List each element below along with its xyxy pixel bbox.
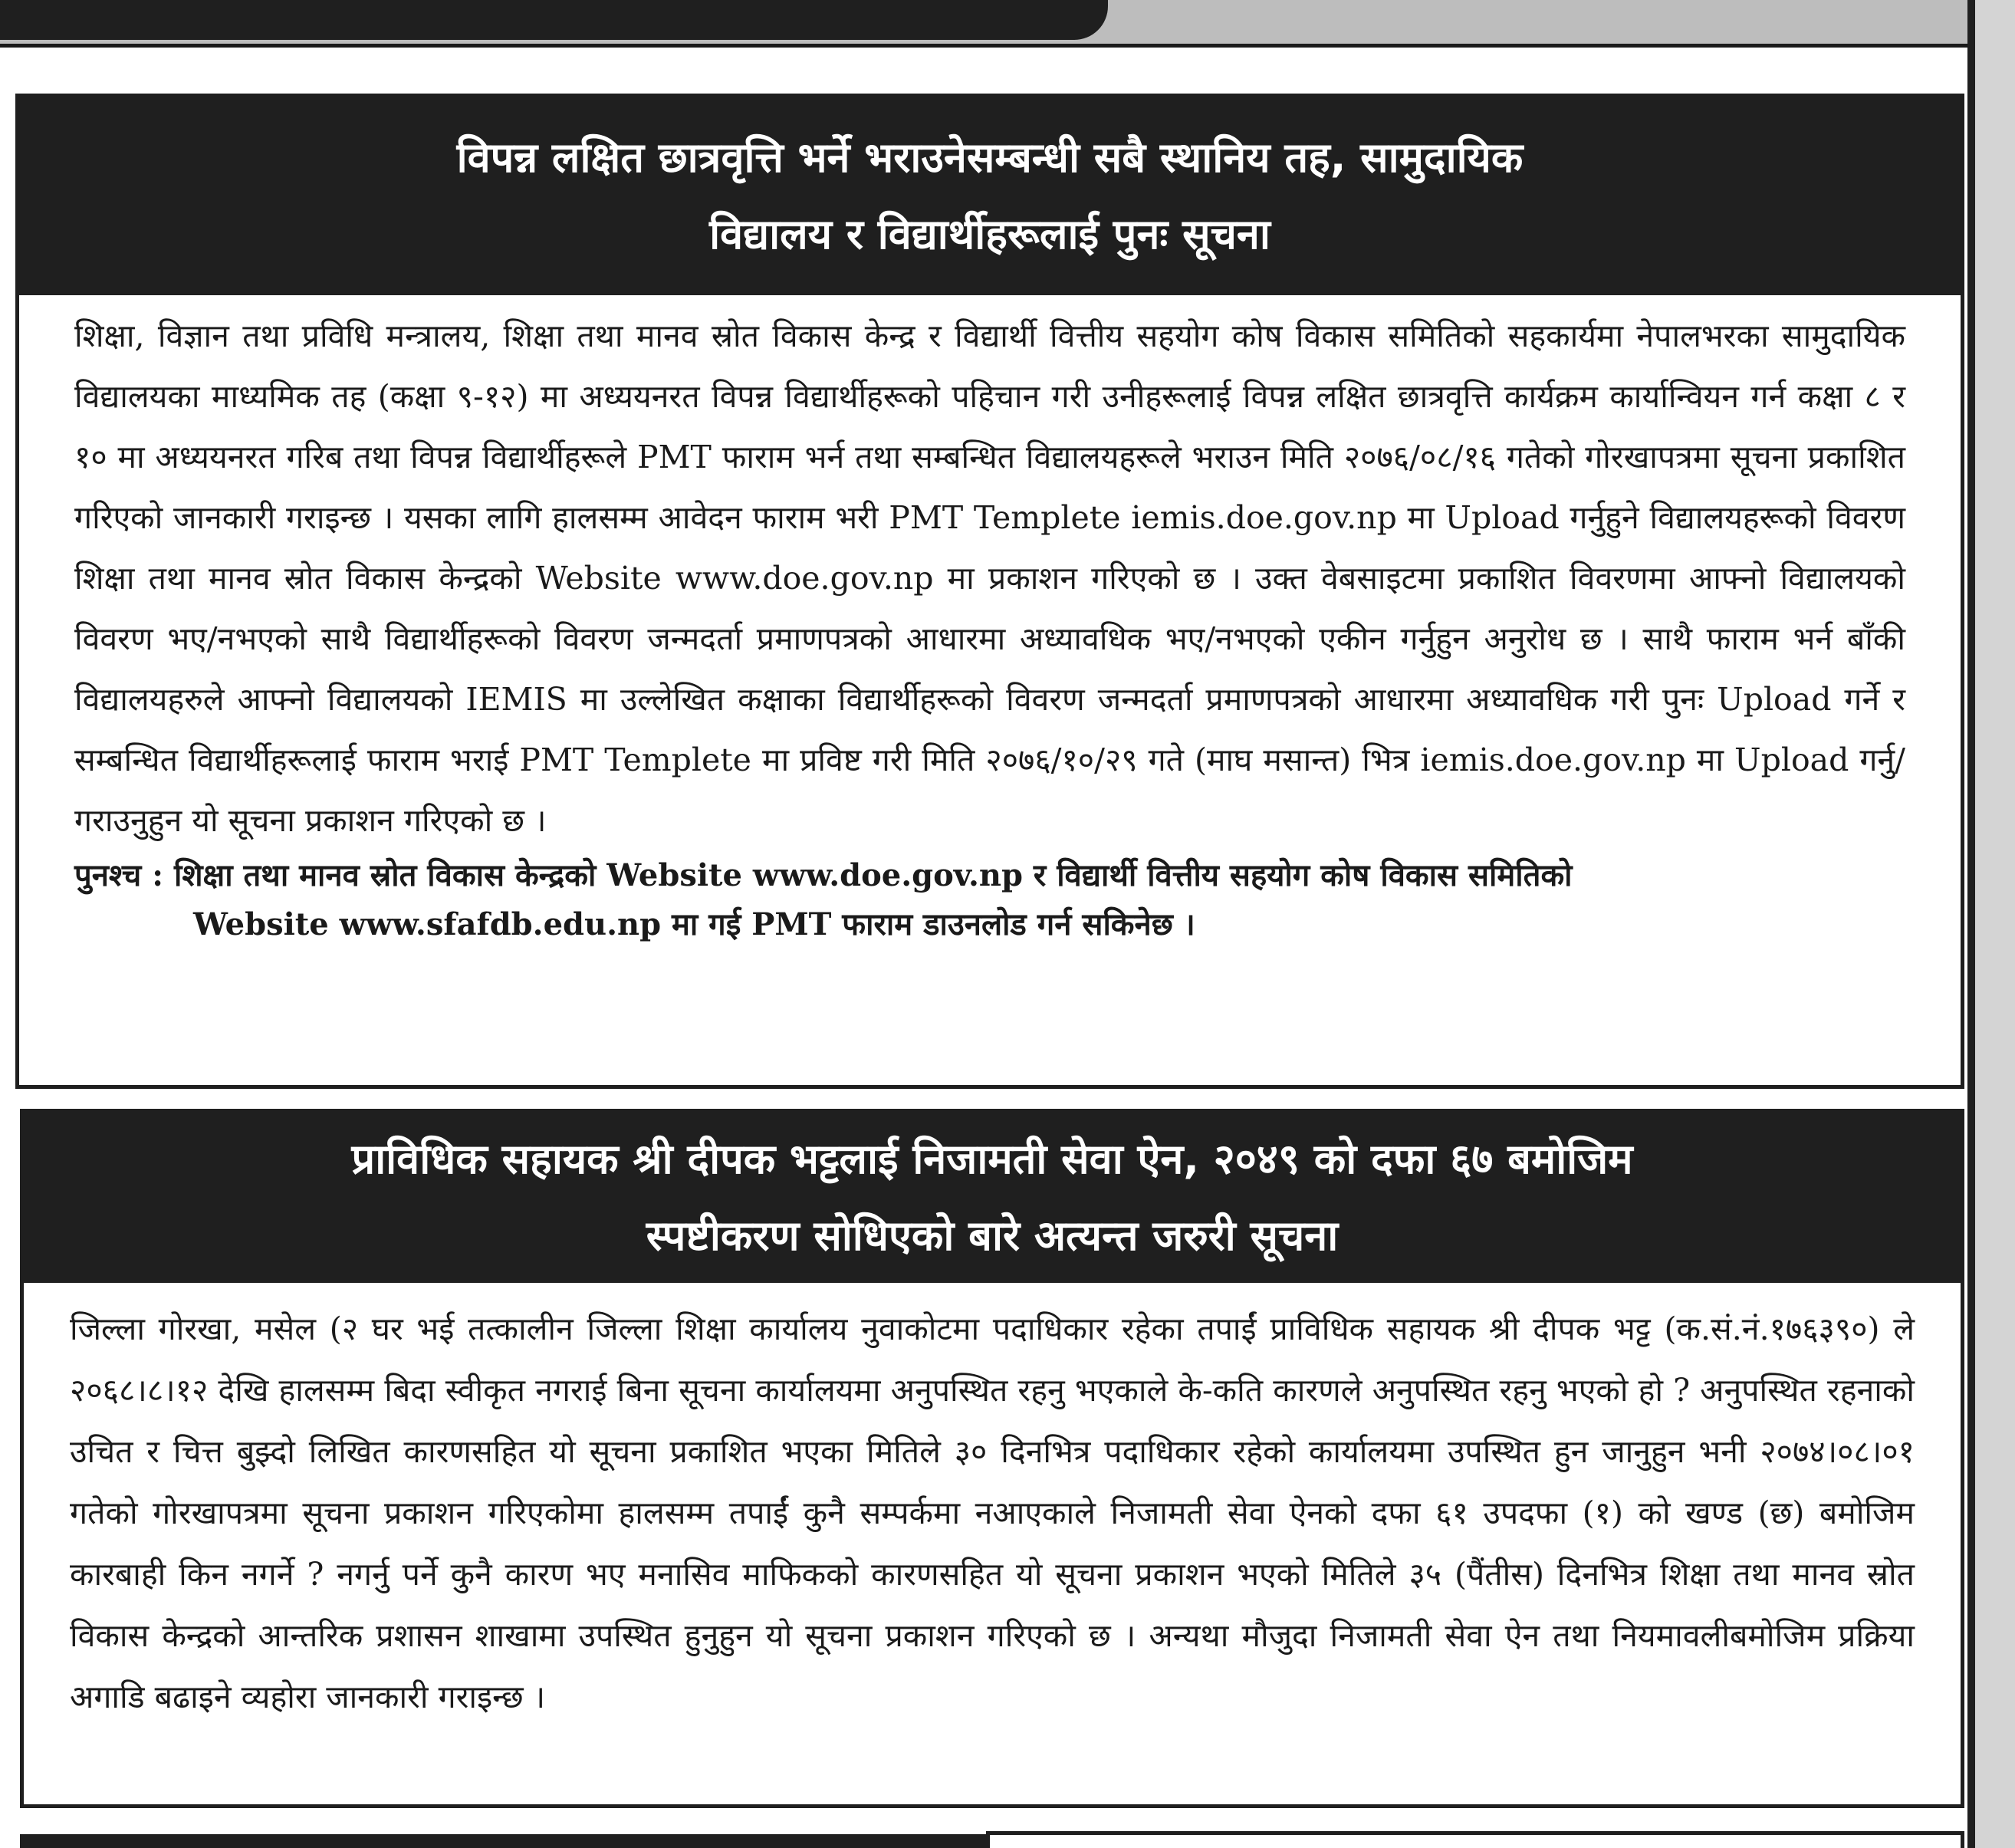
notice-scholarship-title <box>19 97 1961 295</box>
notice-scholarship-postscript <box>74 851 1905 949</box>
notice-clarification-body <box>24 1283 1961 1728</box>
notice-scholarship-title-line1: विपन्न लक्षित छात्रवृत्ति भर्ने भराउनेसम्बन्धी सबै स्थानिय तह, सामुदायिक <box>456 133 1524 182</box>
next-notice-box <box>986 1831 1964 1848</box>
top-header-tab <box>0 0 1108 40</box>
notice-scholarship-paragraph: शिक्षा, विज्ञान तथा प्रविधि मन्त्रालय, शिक्षा तथा मानव स्रोत विकास केन्द्र र विद्यार्थी वित्तीय सहयोग कोष विकास समितिको सहकार्यमा नेपालभरका सामुदायिक विद्यालयका माध्यमिक तह (कक्षा ९-१२) मा अध्ययनरत विपन्न विद्यार्थीहरूको पहिचान गरी उनीहरूलाई विपन्न लक्षित छात्रवृत्ति कार्यक्रम कार्यान्वियन गर्न कक्षा ८ र १० मा अध्ययनरत गरिब तथा विपन्न विद्यार्थीहरूले PMT फाराम भर्न तथा सम्बन्धित विद्यालयहरूले भराउन मिति २०७६/०८/१६ गतेको गोरखापत्रमा सूचना प्रकाशित गरिएको जानकारी गराइन्छ । यसका लागि हालसम्म आवेदन फाराम भरी PMT Templete iemis.doe.gov.np मा Upload गर्नुहुने विद्यालयहरूको विवरण शिक्षा तथा मानव स्रोत विकास केन्द्रको Website www.doe.gov.np मा प्रकाशन गरिएको छ । उक्त वेबसाइटमा प्रकाशित विवरणमा आफ्नो विद्यालयको विवरण भए/नभएको साथै विद्यार्थीहरूको विवरण जन्मदर्ता प्रमाणपत्रको आधारमा अध्यावधिक भए/नभएको एकीन गर्नुहुन अनुरोध छ । साथै फाराम भर्न बाँकी विद्यालयहरुले आफ्नो विद्यालयको IEMIS मा उल्लेखित कक्षाका विद्यार्थीहरूको विवरण जन्मदर्ता प्रमाणपत्रको आधारमा अध्यावधिक गरी पुनः Upload गर्ने र सम्बन्धित विद्यार्थीहरूलाई फाराम भराई PMT Templete मा प्रविष्ट गरी मिति २०७६/१०/२९ गते (माघ मसान्त) भित्र iemis.doe.gov.np मा Upload गर्नु/गराउनुहुन यो सूचना प्रकाशन गरिएको छ । <box>74 317 1905 839</box>
notice-clarification <box>20 1109 1964 1808</box>
postscript-line1: शिक्षा तथा मानव स्रोत विकास केन्द्रको Website www.doe.gov.np र विद्यार्थी वित्तीय सहयोग कोष विकास समितिको <box>173 857 1573 893</box>
right-border-rule <box>1967 0 1975 1848</box>
notice-clarification-title-line2: स्पष्टीकरण सोधिएको बारे अत्यन्त जरुरी सूचना <box>646 1212 1339 1260</box>
notice-scholarship <box>15 94 1964 1089</box>
right-margin <box>1975 0 2015 1848</box>
notice-clarification-paragraph: जिल्ला गोरखा, मसेल (२ घर भई तत्कालीन जिल्ला शिक्षा कार्यालय नुवाकोटमा पदाधिकार रहेका तपाईं प्राविधिक सहायक श्री दीपक भट्ट (क.सं.नं.१७६३९०) ले २०६८।८।१२ देखि हालसम्म बिदा स्वीकृत नगराई बिना सूचना कार्यालयमा अनुपस्थित रहनु भएकाले के-कति कारणले अनुपस्थित रहनु भएको हो ? अनुपस्थित रहनाको उचित र चित्त बुझ्दो लिखित कारणसहित यो सूचना प्रकाशित भएका मितिले ३० दिनभित्र पदाधिकार रहेको कार्यालयमा उपस्थित हुन जानुहुन भनी २०७४।०८।०१ गतेको गोरखापत्रमा सूचना प्रकाशन गरिएकोमा हालसम्म तपाईं कुनै सम्पर्कमा नआएकाले निजामती सेवा ऐनको दफा ६१ उपदफा (१) को खण्ड (छ) बमोजिम कारबाही किन नगर्ने ? नगर्नु पर्ने कुनै कारण भए मनासिव माफिकको कारणसहित यो सूचना प्रकाशन भएको मितिले ३५ (पैंतीस) दिनभित्र शिक्षा तथा मानव स्रोत विकास केन्द्रको आन्तरिक प्रशासन शाखामा उपस्थित हुनुहुन यो सूचना प्रकाशन गरिएको छ । अन्यथा मौजुदा निजामती सेवा ऐन तथा नियमावलीबमोजिम प्रक्रिया अगाडि बढाइने व्यहोरा जानकारी गराइन्छ । <box>70 1310 1915 1715</box>
notice-clarification-title-line1: प्राविधिक सहायक श्री दीपक भट्टलाई निजामती सेवा ऐन, २०४९ को दफा ६७ बमोजिम <box>351 1135 1633 1183</box>
postscript-label: पुनश्च : <box>74 857 164 893</box>
postscript-line2: Website www.sfafdb.edu.np मा गई PMT फाराम डाउनलोड गर्न सकिनेछ । <box>193 906 1195 942</box>
next-notice-header <box>20 1834 986 1848</box>
notice-scholarship-body <box>19 295 1961 949</box>
notice-clarification-title <box>24 1113 1961 1283</box>
notice-scholarship-title-line2: विद्यालय र विद्यार्थीहरूलाई पुनः सूचना <box>709 210 1270 258</box>
